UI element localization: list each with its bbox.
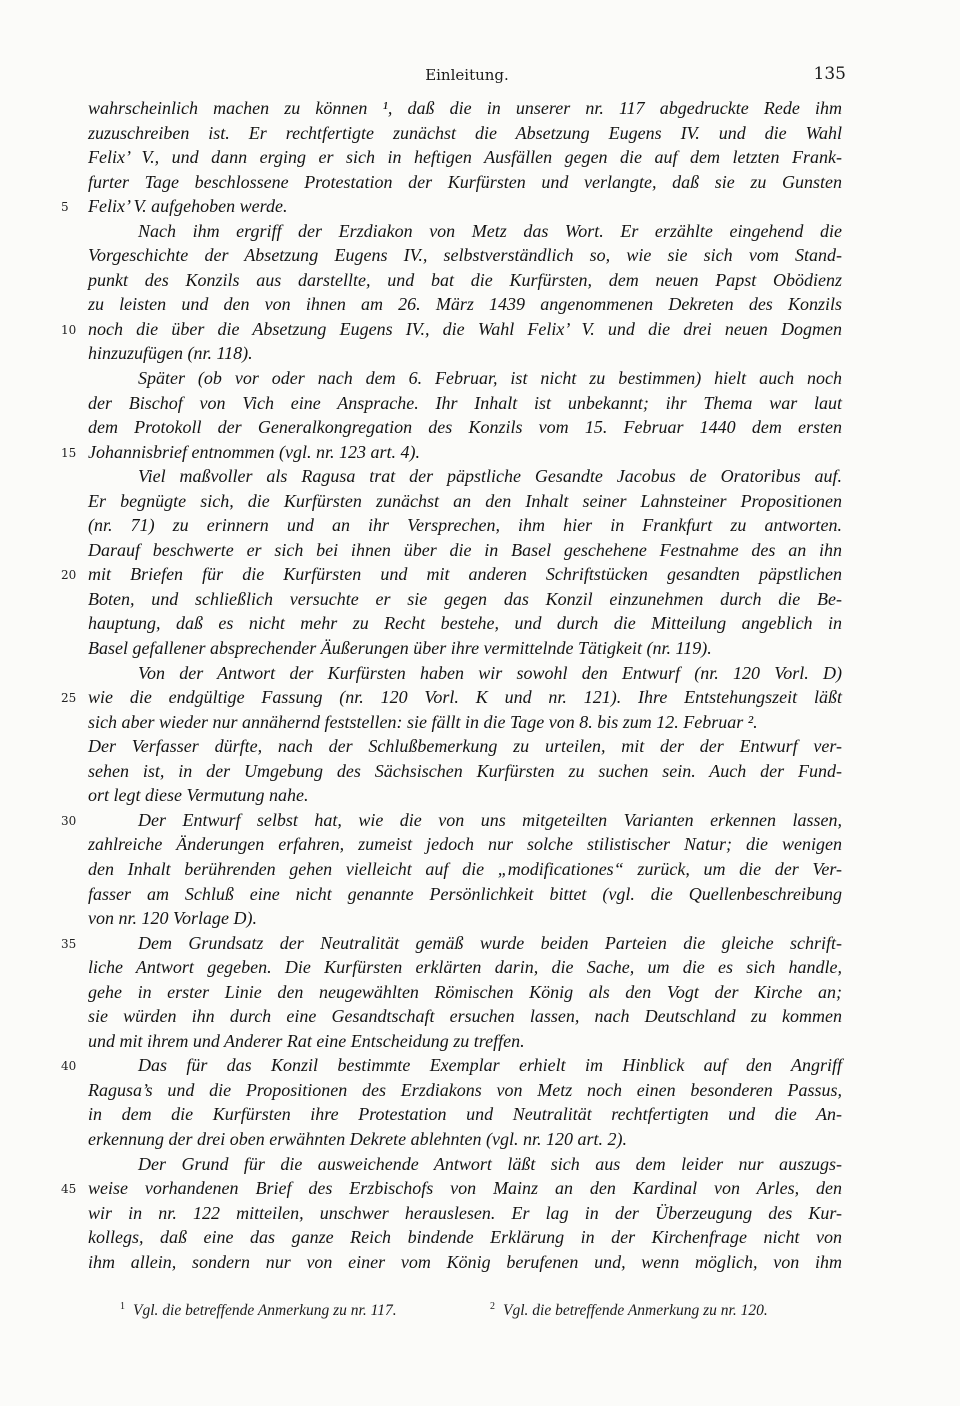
- line-text: fasser am Schluß eine nicht genannte Persönlichkeit bittet (vgl. die Quellenbeschreibung: [88, 883, 842, 904]
- text-line: [88, 341, 842, 366]
- text-line: [88, 882, 842, 907]
- text-line: [88, 121, 842, 146]
- text-line: [88, 906, 842, 931]
- text-line: [61, 440, 842, 465]
- footnote-mark: 1: [120, 1301, 125, 1312]
- line-text: der Bischof von Vich eine Ansprache. Ihr Inhalt ist unbekannt; ihr Thema war laut: [88, 392, 842, 413]
- line-text: ort legt diese Vermutung nahe.: [88, 785, 309, 806]
- line-number: 40: [61, 1059, 77, 1074]
- text-line: [88, 243, 842, 268]
- line-text: furter Tage beschlossene Protestation der Kurfürsten und verlangte, daß sie zu Gunsten: [88, 171, 842, 192]
- text-line: [61, 685, 842, 710]
- line-number: 10: [61, 322, 77, 337]
- line-text: den Inhalt berührenden gehen vielleicht auf die „modificationes“ zurück, um die der Ver-: [88, 858, 842, 879]
- line-text: punkt des Konzils aus darstellte, und bat die Kurfürsten, dem neuen Papst Obödienz: [88, 269, 842, 290]
- line-text: zuzuschreiben ist. Er rechtfertigte zunächst die Absetzung Eugens IV. und die Wahl: [88, 122, 842, 143]
- text-line: [88, 170, 842, 195]
- text-line: [88, 611, 842, 636]
- footnote-text: Vgl. die betreffende Anmerkung zu nr. 120.: [503, 1302, 768, 1320]
- line-text: zahlreiche Änderungen erfahren, zumeist jedoch nur solche stilistischer Natur; die wenigen: [88, 834, 842, 855]
- line-text: mit Briefen für die Kurfürsten und mit anderen Schriftstücken gesandten päpstlichen: [88, 564, 842, 585]
- text-line: [88, 145, 842, 170]
- line-text: Darauf beschwerte er sich bei ihnen über die in Basel geschehene Festnahme des an ihn: [88, 539, 842, 560]
- text-line: [88, 1250, 842, 1275]
- line-text: Vorgeschichte der Absetzung Eugens IV., selbstverständlich so, wie sie sich vom Stand-: [88, 245, 842, 266]
- text-line: [88, 464, 842, 489]
- text-line: [88, 783, 842, 808]
- text-line: [88, 1225, 842, 1250]
- line-text: Der Verfasser dürfte, nach der Schlußbemerkung zu urteilen, mit der der Entwurf ver-: [88, 736, 842, 757]
- text-line: [61, 1053, 842, 1078]
- line-text: Johannisbrief entnommen (vgl. nr. 123 art. 4).: [88, 441, 420, 462]
- text-line: [88, 538, 842, 563]
- line-text: zu leisten und den von ihnen am 26. März 1439 angenommenen Dekreten des Konzils: [88, 294, 842, 315]
- line-text: in dem die Kurfürsten ihre Protestation und Neutralität rechtfertigten und die An-: [88, 1104, 842, 1125]
- running-header: [88, 64, 846, 88]
- line-number: 30: [61, 813, 77, 828]
- footnote-mark: 2: [490, 1301, 495, 1312]
- text-line: [88, 1102, 842, 1127]
- text-line: [88, 268, 842, 293]
- text-line: [88, 96, 842, 121]
- line-text: noch die über die Absetzung Eugens IV., die Wahl Felix’ V. und die drei neuen Dogmen: [88, 318, 842, 339]
- text-line: [88, 661, 842, 686]
- footnote-1: [120, 1301, 397, 1320]
- line-text: Später (ob vor oder nach dem 6. Februar, ist nicht zu bestimmen) hielt auch noch: [138, 368, 842, 389]
- line-number: 5: [61, 200, 69, 215]
- line-text: wahrscheinlich machen zu können ¹, daß die in unserer nr. 117 abgedruckte Rede ihm: [88, 98, 842, 118]
- footnotes: [120, 1301, 840, 1323]
- text-line: [88, 759, 842, 784]
- line-text: Der Grund für die ausweichende Antwort läßt sich aus dem leider nur auszugs-: [138, 1153, 842, 1174]
- text-line: [88, 366, 842, 391]
- line-text: Viel maßvoller als Ragusa trat der päpstliche Gesandte Jacobus de Oratoribus auf.: [138, 466, 842, 487]
- line-text: Felix’ V., und dann erging er sich in heftigen Ausfällen gegen die auf dem letzten Frank-: [88, 147, 842, 168]
- text-line: [88, 980, 842, 1005]
- line-number: 15: [61, 445, 77, 460]
- line-text: sehen ist, in der Umgebung des Sächsischen Kurfürsten zu suchen sein. Auch der Fund-: [88, 760, 842, 781]
- text-line: [88, 587, 842, 612]
- line-text: gehe in erster Linie den neugewählten Römischen König als den Vogt der Kirche an;: [88, 981, 842, 1002]
- line-text: hinzuzufügen (nr. 118).: [88, 343, 253, 364]
- line-text: Nach ihm ergriff der Erzdiakon von Metz das Wort. Er erzählte eingehend die: [138, 220, 842, 241]
- running-title: Einleitung.: [425, 66, 509, 84]
- line-text: Ragusa’s und die Propositionen des Erzdiakons von Metz noch einen besonderen Passus,: [88, 1079, 842, 1100]
- text-line: [88, 710, 842, 735]
- line-text: hauptung, daß es nicht mehr zu Recht bestehe, und durch die Mitteilung angeblich in: [88, 613, 842, 634]
- body-text: [61, 96, 842, 1274]
- footnote-2: [490, 1301, 768, 1320]
- line-text: (nr. 71) zu erinnern und an ihr Versprechen, ihm hier in Frankfurt zu antworten.: [88, 515, 842, 536]
- line-text: Felix’ V. aufgehoben werde.: [88, 196, 288, 217]
- text-line: [88, 1078, 842, 1103]
- line-text: weise vorhandenen Brief des Erzbischofs von Mainz an den Kardinal von Arles, den: [88, 1178, 842, 1199]
- line-text: ihm allein, sondern nur von einer vom König berufenen und, wenn möglich, von ihm: [88, 1251, 842, 1272]
- text-line: [88, 219, 842, 244]
- text-line: [61, 808, 842, 833]
- text-line: [61, 562, 842, 587]
- text-line: [88, 1201, 842, 1226]
- text-line: [88, 1004, 842, 1029]
- line-text: erkennung der drei oben erwähnten Dekrete ablehnten (vgl. nr. 120 art. 2).: [88, 1128, 628, 1149]
- footnote-text: Vgl. die betreffende Anmerkung zu nr. 117.: [133, 1302, 397, 1320]
- line-text: kollegs, daß eine das ganze Reich bindende Erklärung in der Kirchenfrage nicht von: [88, 1227, 842, 1248]
- text-line: [88, 391, 842, 416]
- line-text: und mit ihrem und Anderer Rat eine Entscheidung zu treffen.: [88, 1030, 525, 1051]
- text-line: [88, 857, 842, 882]
- line-number: 20: [61, 568, 77, 583]
- text-line: [88, 832, 842, 857]
- text-line: [88, 489, 842, 514]
- line-text: Er begnügte sich, die Kurfürsten zunächst an den Inhalt seiner Lahnsteiner Propositionen: [88, 490, 842, 511]
- text-line: [88, 415, 842, 440]
- text-line: [88, 1127, 842, 1152]
- line-text: Basel gefallener absprechender Äußerungen über ihre vermittelnde Tätigkeit (nr. 119).: [88, 638, 712, 659]
- text-line: [88, 734, 842, 759]
- line-text: Boten, und schließlich versuchte er sie gegen das Konzil einzunehmen durch die Be-: [88, 588, 842, 609]
- page-number: 135: [813, 64, 846, 84]
- text-line: [88, 636, 842, 661]
- text-line: [88, 292, 842, 317]
- line-number: 45: [61, 1182, 77, 1197]
- line-text: sie würden ihn durch eine Gesandtschaft ersuchen lassen, nach Deutschland zu kommen: [88, 1006, 842, 1027]
- line-text: dem Protokoll der Generalkongregation des Konzils vom 15. Februar 1440 dem ersten: [88, 417, 842, 438]
- line-number: 25: [61, 691, 77, 706]
- line-text: wie die endgültige Fassung (nr. 120 Vorl. K und nr. 121). Ihre Entstehungszeit läßt: [88, 687, 842, 708]
- line-text: von nr. 120 Vorlage D).: [88, 908, 257, 929]
- text-line: [61, 931, 842, 956]
- text-line: [88, 513, 842, 538]
- line-text: sich aber wieder nur annähernd feststellen: sie fällt in die Tage von 8. bis zum 12. Februar ².: [88, 711, 758, 732]
- line-text: Von der Antwort der Kurfürsten haben wir sowohl den Entwurf (nr. 120 Vorl. D): [138, 662, 842, 683]
- text-line: [61, 1176, 842, 1201]
- line-text: liche Antwort gegeben. Die Kurfürsten erklärten darin, die Sache, um die es sich handle,: [88, 957, 842, 978]
- text-line: [88, 1029, 842, 1054]
- text-line: [88, 1152, 842, 1177]
- text-line: [88, 955, 842, 980]
- line-text: Das für das Konzil bestimmte Exemplar erhielt im Hinblick auf den Angriff: [138, 1055, 842, 1076]
- line-text: Der Entwurf selbst hat, wie die von uns mitgeteilten Varianten erkennen lassen,: [138, 809, 842, 830]
- line-number: 35: [61, 936, 77, 951]
- line-text: wir in nr. 122 mitteilen, unschwer herauslesen. Er lag in der Überzeugung des Kur-: [88, 1202, 842, 1223]
- text-line: [61, 317, 842, 342]
- text-line: [61, 194, 842, 219]
- line-text: Dem Grundsatz der Neutralität gemäß wurde beiden Parteien die gleiche schrift-: [138, 932, 842, 953]
